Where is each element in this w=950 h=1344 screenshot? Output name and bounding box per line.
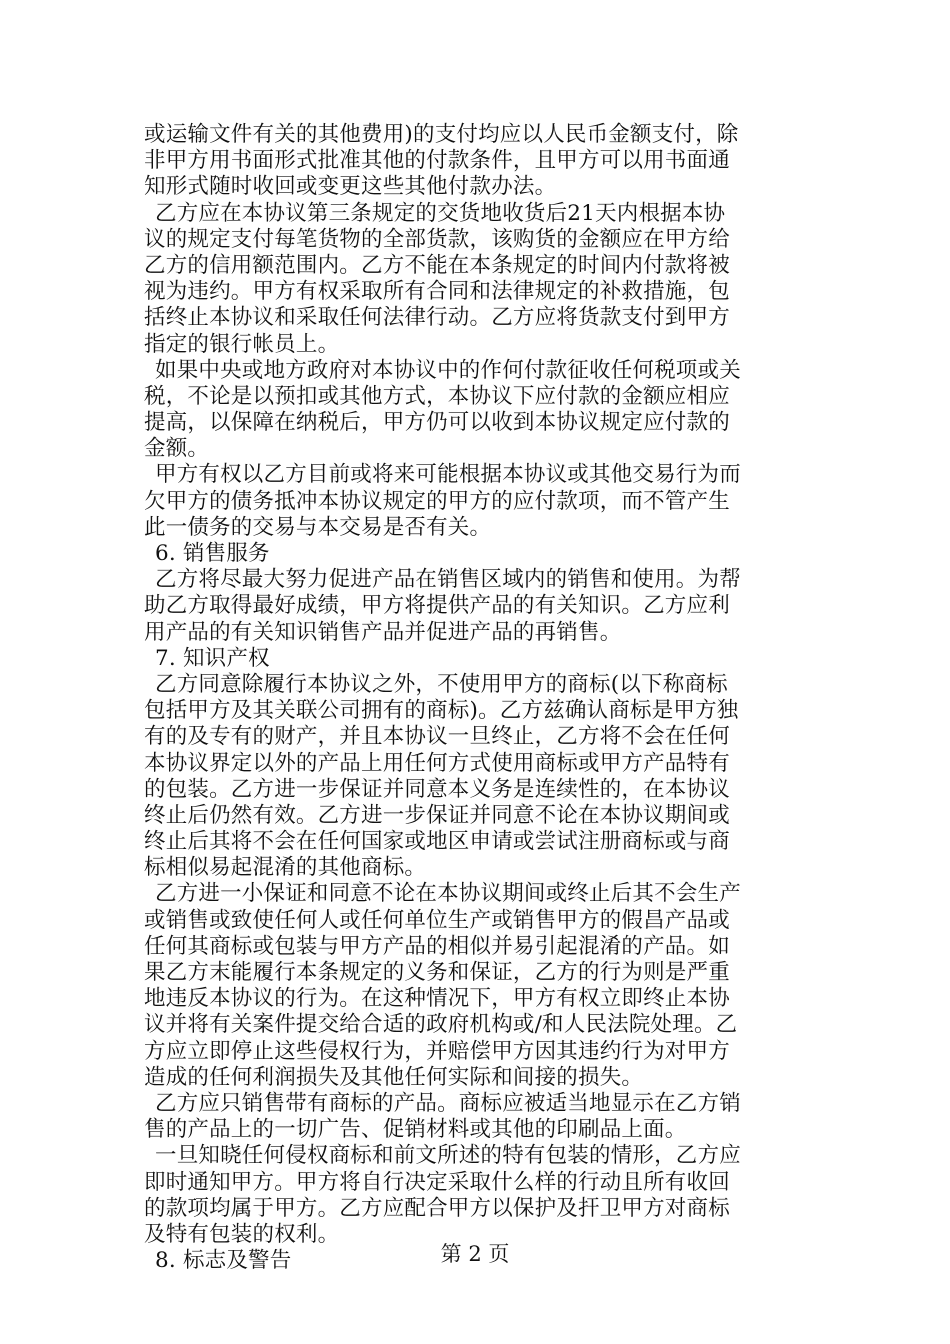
- text-line: 的款项均属于甲方。乙方应配合甲方以保护及扞卫甲方对商标: [144, 1195, 730, 1221]
- text-line: 如果中央或地方政府对本协议中的作何付款征收任何税项或关: [155, 357, 741, 383]
- text-line: 议并将有关案件提交给合适的政府机构或/和人民法院处理。乙: [144, 1012, 738, 1038]
- text-line: 非甲方用书面形式批准其他的付款条件，且甲方可以用书面通: [144, 148, 730, 174]
- text-line: 用产品的有关知识销售产品并促进产品的再销售。: [144, 619, 622, 645]
- text-line: 标相似易起混淆的其他商标。: [144, 855, 427, 881]
- text-line: 视为违约。甲方有权采取所有合同和法律规定的补救措施，包: [144, 279, 730, 305]
- text-line: 或销售或致使任何人或任何单位生产或销售甲方的假昌产品或: [144, 907, 730, 933]
- text-line: 7. 知识产权: [155, 645, 270, 671]
- text-line: 知形式随时收回或变更这些其他付款办法。: [144, 174, 557, 200]
- text-line: 本协议界定以外的产品上用任何方式使用商标或甲方产品特有: [144, 750, 730, 776]
- text-line: 及特有包装的权利。: [144, 1221, 340, 1247]
- text-line: 乙方应只销售带有商标的产品。商标应被适当地显示在乙方销: [155, 1090, 741, 1116]
- text-line: 地违反本协议的行为。在这种情况下，甲方有权立即终止本协: [144, 986, 730, 1012]
- document-body: [144, 122, 806, 1274]
- text-line: 乙方应在本协议第三条规定的交货地收货后21天内根据本协: [155, 200, 726, 226]
- text-line: 终止后仍然有效。乙方进一步保证并同意不论在本协议期间或: [144, 802, 730, 828]
- text-line: 的包装。乙方进一步保证并同意本义务是连续性的，在本协议: [144, 776, 730, 802]
- text-line: 助乙方取得最好成绩，甲方将提供产品的有关知识。乙方应利: [144, 593, 730, 619]
- text-line: 议的规定支付每笔货物的全部货款，该购货的金额应在甲方给: [144, 226, 730, 252]
- text-line: 乙方将尽最大努力促进产品在销售区域内的销售和使用。为帮: [155, 567, 741, 593]
- text-line: 指定的银行帐员上。: [144, 331, 340, 357]
- text-line: 包括甲方及其关联公司拥有的商标)。乙方兹确认商标是甲方独: [144, 698, 739, 724]
- text-line: 乙方同意除履行本协议之外，不使用甲方的商标(以下称商标: [155, 671, 728, 697]
- text-line: 任何其商标或包装与甲方产品的相似并易引起混淆的产品。如: [144, 933, 730, 959]
- text-line: 乙方的信用额范围内。乙方不能在本条规定的时间内付款将被: [144, 252, 730, 278]
- page-number: 第 2 页: [440, 1242, 510, 1266]
- text-line: 有的及专有的财产，并且本协议一旦终止，乙方将不会在任何: [144, 724, 730, 750]
- text-line: 一旦知晓任何侵权商标和前文所述的特有包装的情形，乙方应: [155, 1143, 741, 1169]
- text-line: 税，不论是以预扣或其他方式，本协议下应付款的金额应相应: [144, 383, 730, 409]
- text-line: 果乙方末能履行本条规定的义务和保证，乙方的行为则是严重: [144, 960, 730, 985]
- text-line: 即时通知甲方。甲方将自行决定采取什么样的行动且所有收回: [144, 1169, 730, 1195]
- text-line: 或运输文件有关的其他费用)的支付均应以人民币金额支付，除: [144, 122, 739, 147]
- text-line: 此一债务的交易与本交易是否有关。: [144, 514, 492, 540]
- text-line: 方应立即停止这些侵权行为，并赔偿甲方因其违约行为对甲方: [144, 1038, 730, 1064]
- text-line: 6. 销售服务: [155, 541, 270, 566]
- text-line: 售的产品上的一切广告、促销材料或其他的印刷品上面。: [144, 1117, 687, 1143]
- text-line: 乙方进一小保证和同意不论在本协议期间或终止后其不会生产: [155, 881, 741, 907]
- text-line: 提高，以保障在纳税后，甲方仍可以收到本协议规定应付款的: [144, 410, 730, 436]
- text-line: 括终止本协议和采取任何法律行动。乙方应将货款支付到甲方: [144, 305, 730, 331]
- text-line: 8. 标志及警告: [155, 1248, 292, 1274]
- text-line: 欠甲方的债务抵冲本协议规定的甲方的应付款项，而不管产生: [144, 488, 730, 514]
- text-line: 造成的任何利润损失及其他任何实际和间接的损失。: [144, 1064, 644, 1090]
- text-line: 金额。: [144, 436, 210, 462]
- text-line: 甲方有权以乙方目前或将来可能根据本协议或其他交易行为而: [155, 462, 741, 488]
- text-line: 终止后其将不会在任何国家或地区申请或尝试注册商标或与商: [144, 829, 730, 855]
